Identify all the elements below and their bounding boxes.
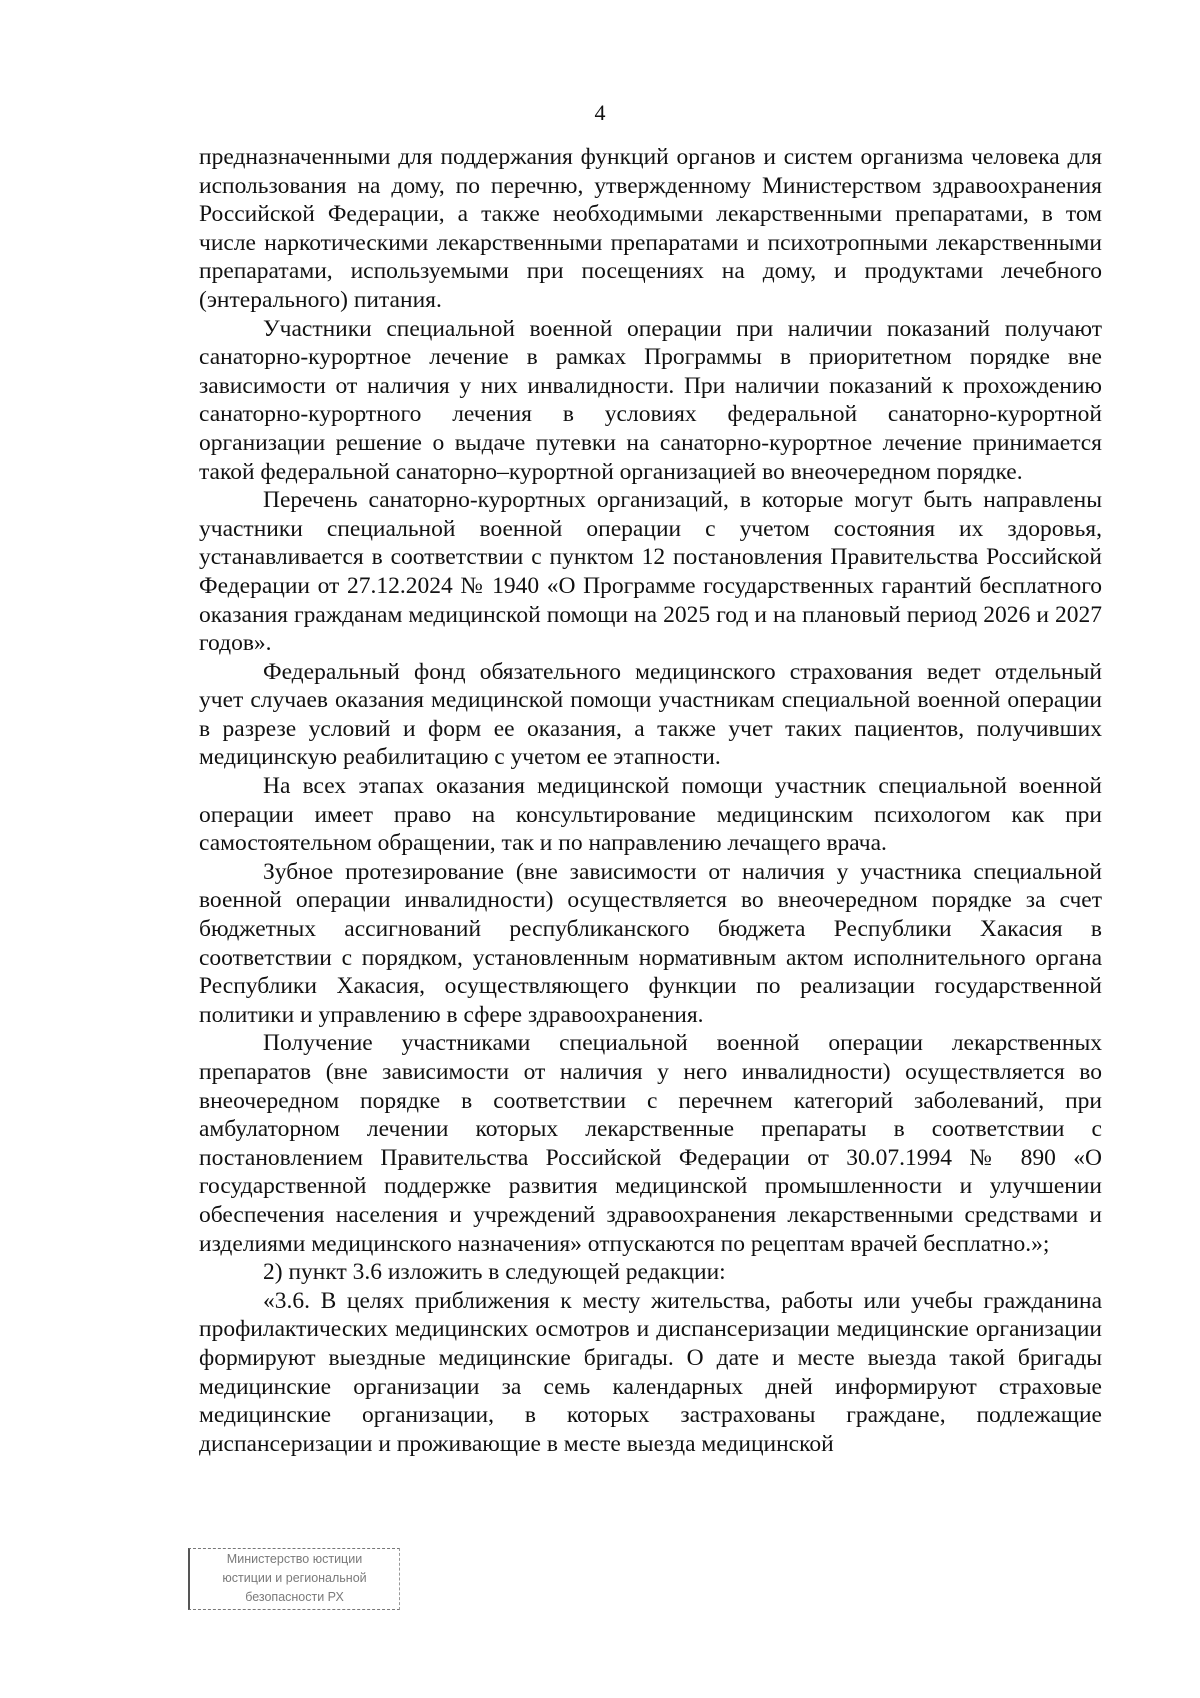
stamp-line-2: юстиции и региональной [222, 1571, 367, 1585]
paragraph-item-3-6-text: «3.6. В целях приближения к месту жительства, работы или учебы гражданина профилактических медицинских осмотров и диспансеризации медицинские организации формируют выездные медицинские бригады. О дате и месте выезда такой бригады медицинские организации за семь календарных дней информируют страховые медицинские организации, в которых застрахованы граждане, подлежащие диспансеризации и проживающие в месте выезда медицинской [199, 1287, 1102, 1457]
paragraph-continuation: предназначенными для поддержания функций органов и систем организма человека для использования на дому, по перечню, утвержденному Министерством здравоохранения Российской Федерации, а также необходимыми лекарственными препаратами, в том числе наркотическими лекарственными препаратами и психотропными лекарственными препаратами, используемыми при посещениях на дому, и продуктами лечебного (энтерального) питания. [199, 144, 1102, 313]
paragraph-psychologist: На всех этапах оказания медицинской помощи участник специальной военной операции имеет право на консультирование медицинским психологом как при самостоятельном обращении, так и по направлению лечащего врача. [199, 773, 1102, 857]
stamp-line-1: Министерство юстиции [226, 1552, 363, 1566]
registration-stamp [188, 1548, 400, 1610]
paragraph-sanatorium-treatment: Участники специальной военной операции при наличии показаний получают санаторно-курортное лечение в рамках Программы в приоритетном порядке вне зависимости от наличия у них инвалидности. При наличии показаний к прохождению санаторно-курортного лечения в условиях федеральной санаторно-курортной организации решение о выдаче путевки на санаторно-курортное лечение принимается такой федеральной санаторно–курортной организацией во внеочередном порядке. [199, 315, 1102, 485]
paragraph-sanatorium-list: Перечень санаторно-курортных организаций, в которые могут быть направлены участники специальной военной операции с учетом состояния их здоровья, устанавливается в соответствии с пунктом 12 постановления Правительства Российской Федерации от 27.12.2024 № 1940 «О Программе государственных гарантий бесплатного оказания гражданам медицинской помощи на 2025 год и на плановый период 2026 и 2027 годов». [199, 487, 1102, 657]
paragraph-medicines: Получение участниками специальной военной операции лекарственных препаратов (вне зависимости от наличия у него инвалидности) осуществляется во внеочередном порядке в соответствии с перечнем категорий заболеваний, при амбулаторном лечении которых лекарственные препараты в соответствии с постановлением Правительства Российской Федерации от 30.07.1994 № 890 «О государственной поддержке развития медицинской промышленности и улучшении обеспечения населения и учреждений здравоохранения лекарственными средствами и изделиями медицинского назначения» отпускаются по рецептам врачей бесплатно.»; [199, 1030, 1102, 1257]
paragraph-item-3-6-heading: 2) пункт 3.6 изложить в следующей редакции: [263, 1259, 726, 1286]
paragraph-insurance-fund: Федеральный фонд обязательного медицинского страхования ведет отдельный учет случаев оказания медицинской помощи участникам специальной военной операции в разрезе условий и форм ее оказания, а также учет таких пациентов, получивших медицинскую реабилитацию с учетом ее этапности. [199, 658, 1102, 771]
page-number: 4 [594, 100, 606, 125]
document-body [199, 143, 1102, 1458]
paragraph-dental: Зубное протезирование (вне зависимости от наличия у участника специальной военной операции инвалидности) осуществляется во внеочередном порядке за счет бюджетных ассигнований республиканского бюджета Республики Хакасия в соответствии с порядком, установленным нормативным актом исполнительного органа Республики Хакасия, осуществляющего функции по реализации государственной политики и управлению в сфере здравоохранения. [199, 858, 1102, 1028]
stamp-line-3: безопасности РХ [245, 1590, 344, 1604]
